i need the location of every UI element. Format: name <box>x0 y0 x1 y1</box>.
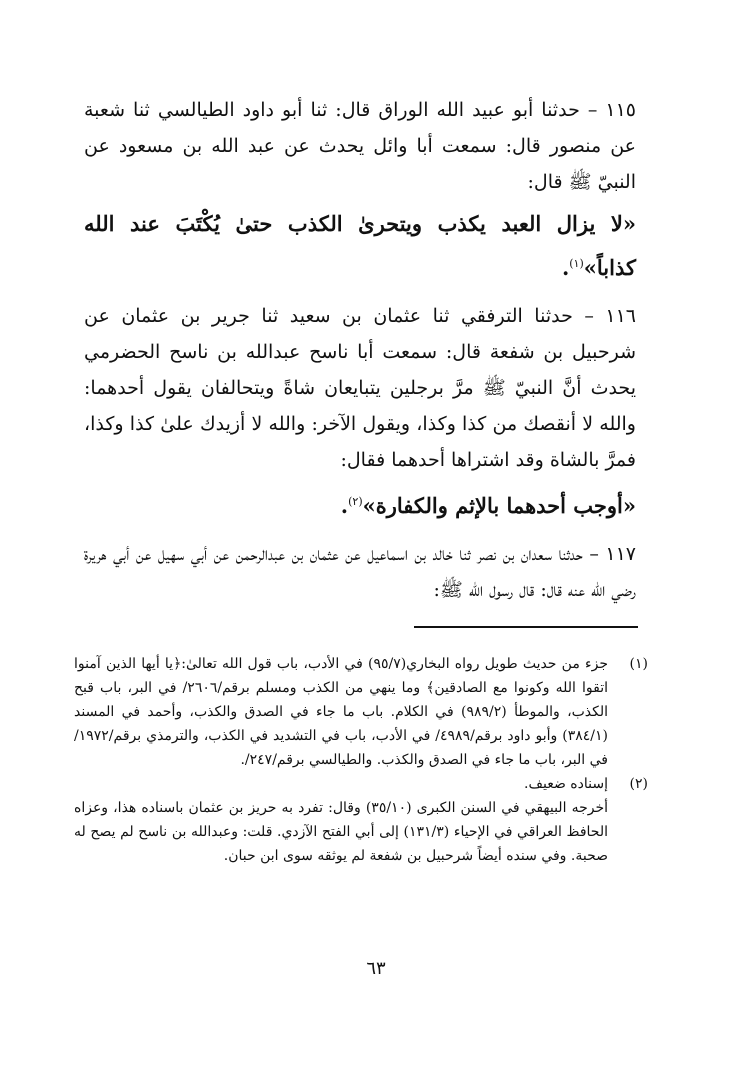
main-text <box>84 92 636 608</box>
footnote-ref-1[interactable]: (١) <box>569 257 584 270</box>
footnote-1-number: (١) <box>629 656 648 672</box>
footnote-2-continuation: أخرجه البيهقي في السنن الكبرى (٣٥/١٠) وقال: تفرد به حريز بن عثمان باسناده هذا، وعزاه الحافظ العراقي في الإحياء (١٣١/٣) إلى أبي الفتح الآزدي. قلت: وعبدالله بن ناسح لم يصح له صحبة. وفي سنده أيضاً شرحبيل بن شفعة لم يوثقه سوى ابن حبان. <box>74 800 609 864</box>
footnote-2-text: إسناده ضعيف. <box>524 776 608 792</box>
hadith-115-intro: ١١٥ – حدثنا أبو عبيد الله الوراق قال: ثنا أبو داود الطيالسي ثنا شعبة عن منصور قال: سمعت أبا وائل يحدث عن عبد الله بن مسعود عن النبيّ ﷺ قال: <box>84 99 636 193</box>
footnote-1 <box>74 652 648 772</box>
hadith-115-text: «لا يزال العبد يكذب ويتحرىٰ الكذب حتىٰ يُكْتَبَ عند الله كذاباً»$^{(١)}$. <box>84 211 636 280</box>
footnote-ref-2[interactable]: (٢) <box>348 495 363 508</box>
footnote-separator <box>414 626 638 628</box>
footnote-2 <box>74 772 648 796</box>
footnote-1-text: جزء من حديث طويل رواه البخاري(٩٥/٧) في الأدب، باب قول الله تعالىٰ:﴿يا أيها الذين آمنوا اتقوا الله وكونوا مع الصادقين﴾ وما ينهي من الكذب ومسلم برقم/٢٦٠٦/ في البر، باب قبح الكذب، والموطأ (٩٨٩/٢) في الكلام. باب ما جاء في الصدق والكذب، وأحمد في المسند (٣٨٤/١) وأبو داود برقم/٤٩٨٩/ في الأدب، باب في التشديد في الكذب، والترمذي برقم/١٩٧٢/ في البر، باب ما جاء في الصدق والكذب. والطيالسي برقم/٢٤٧/. <box>74 656 608 768</box>
page-number: ٦٣ <box>366 958 386 979</box>
hadith-116-text: «أوجب أحدهما بالإثم والكفارة»$^{(٢)}$. <box>340 493 636 518</box>
hadith-115-quote: «لا يزال العبد يكذب ويتحرىٰ الكذب حتىٰ يُكْتَبَ عند الله كذاباً» <box>84 211 636 280</box>
hadith-116-intro: ١١٦ – حدثنا الترفقي ثنا عثمان بن سعيد ثنا جرير بن عثمان عن شرحبيل بن شفعة قال: سمعت أبا ناسح عبدالله بن ناسح الحضرمي يحدث أنَّ النبيّ ﷺ مرَّ برجلين يتبايعان شاةً ويتحالفان يقول أحدهما: والله لا أنقصك من كذا وكذا، ويقول الآخر: والله لا أزيدك علىٰ كذا وكذا، فمرَّ بالشاة وقد اشتراها أحدهما فقال: <box>84 305 636 471</box>
hadith-117-intro: ١١٧ – حدثنا سعدان بن نصر ثنا خالد بن اسماعيل عن عثمان بن عبدالرحمن عن أبي سهيل عن أبي هريرة رضي الله عنه قال: قال رسول الله ﷺ: <box>84 543 636 601</box>
footnotes <box>74 652 648 868</box>
hadith-116-quote: «أوجب أحدهما بالإثم والكفارة» <box>362 493 636 518</box>
footnote-2-number: (٢) <box>629 776 648 792</box>
